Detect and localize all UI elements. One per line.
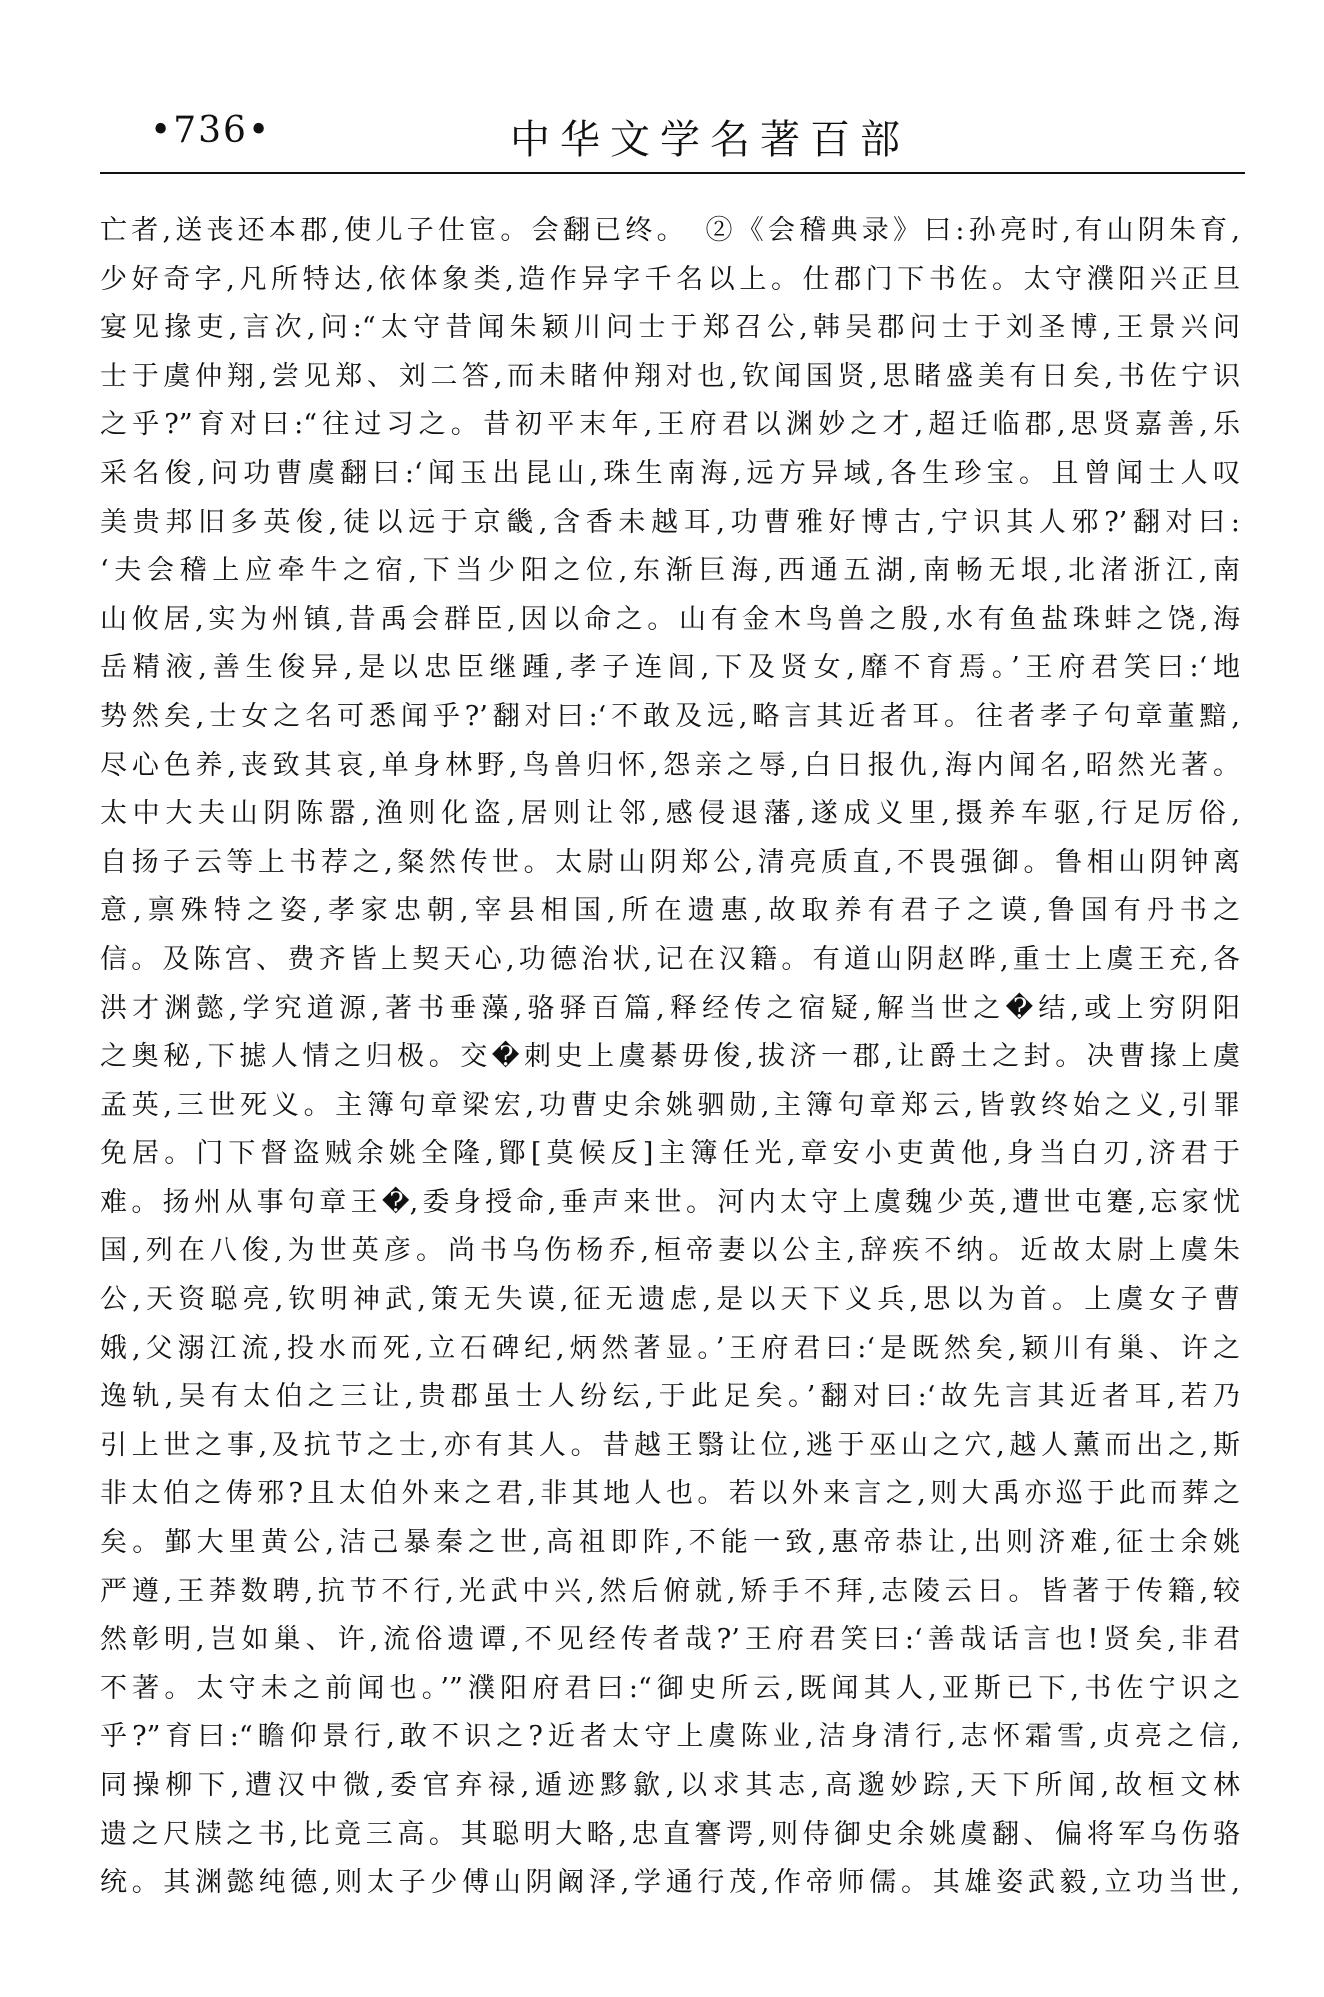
text-line: 同操柳下,遭汉中微,委官弃禄,遁迹黟歙,以求其志,高邈妙踪,天下所闻,故桓文林	[100, 1770, 1240, 1801]
body-text	[100, 207, 1240, 1908]
text-line: 娥,父溺江流,投水而死,立石碑纪,炳然著显。’王府君曰:‘是既然矣,颖川有巢、许之	[100, 1332, 1240, 1364]
text-line: 美贵邦旧多英俊,徒以远于京畿,含香未越耳,功曹雅好博古,宁识其人邪?’翻对曰:	[100, 506, 1240, 538]
text-line: 严遵,王莽数聘,抗节不行,光武中兴,然后俯就,矫手不拜,志陵云日。皆著于传籍,较	[100, 1575, 1240, 1607]
text-line: 遗之尺牍之书,比竟三高。其聪明大略,忠直謇谔,则侍御史余姚虞翻、偏将军乌伤骆	[100, 1818, 1240, 1850]
text-line: 尽心色养,丧致其哀,单身林野,鸟兽归怀,怨亲之辱,白日报仇,海内闻名,昭然光著。	[100, 749, 1240, 781]
text-line: 不著。太守未之前闻也。’”濮阳府君曰:“御史所云,既闻其人,亚斯已下,书佐宁识之	[100, 1672, 1240, 1704]
text-line: 免居。门下督盗贼余姚全隆,鄮[莫候反]主簿任光,章安小吏黄他,身当白刃,济君于	[100, 1138, 1240, 1170]
text-line: 采名俊,问功曹虞翻曰:‘闻玉出昆山,珠生南海,远方异域,各生珍宝。且曾闻士人叹	[100, 457, 1240, 489]
text-line: 乎?”育曰:“瞻仰景行,敢不识之?近者太守上虞陈业,洁身清行,志怀霜雪,贞亮之信,	[100, 1721, 1240, 1753]
text-line: 之乎?”育对曰:“往过习之。昔初平末年,王府君以渊妙之才,超迁临郡,思贤嘉善,乐	[100, 409, 1240, 441]
text-line: 之奥秘,下摅人情之归极。交�刺史上虞綦毋俊,拔济一郡,让爵土之封。决曹掾上虞	[100, 1041, 1240, 1073]
text-line: 少好奇字,凡所特达,依体象类,造作异字千名以上。仕郡门下书佐。太守濮阳兴正旦	[100, 263, 1240, 295]
text-line: 岳精液,善生俊异,是以忠臣继踵,孝子连闾,下及贤女,靡不育焉。’王府君笑曰:‘地	[100, 652, 1240, 684]
header-rule	[100, 172, 1245, 174]
text-line: 矣。鄞大里黄公,洁己暴秦之世,高祖即阼,不能一致,惠帝恭让,出则济难,征士余姚	[100, 1527, 1240, 1559]
text-line: 然彰明,岂如巢、许,流俗遗谭,不见经传者哉?’王府君笑曰:‘善哉话言也!贤矣,非君	[100, 1624, 1240, 1656]
text-line: 信。及陈宫、费齐皆上契天心,功德治状,记在汉籍。有道山阴赵晔,重士上虞王充,各	[100, 943, 1240, 975]
text-line: 逸轨,吴有太伯之三让,贵郡虽士人纷纭,于此足矣。’翻对曰:‘故先言其近者耳,若乃	[100, 1381, 1240, 1413]
text-line: 洪才渊懿,学究道源,著书垂藻,骆驿百篇,释经传之宿疑,解当世之�结,或上穷阴阳	[100, 992, 1240, 1024]
text-line: 国,列在八俊,为世英彦。尚书乌伤杨乔,桓帝妻以公主,辞疾不纳。近故太尉上虞朱	[100, 1235, 1240, 1267]
book-title: 中华文学名著百部	[510, 117, 910, 163]
text-line: 亡者,送丧还本郡,使儿子仕宦。会翻已终。 ②《会稽典录》曰:孙亮时,有山阴朱育,	[100, 215, 1240, 246]
text-line: 孟英,三世死义。主簿句章梁宏,功曹史余姚驷勋,主簿句章郑云,皆敦终始之义,引罪	[100, 1089, 1240, 1121]
text-line: ‘夫会稽上应牵牛之宿,下当少阳之位,东渐巨海,西通五湖,南畅无垠,北渚浙江,南	[100, 555, 1240, 587]
page-number: •736•	[150, 110, 272, 151]
text-line: 宴见掾吏,言次,问:“太守昔闻朱颖川问士于郑召公,韩吴郡问士于刘圣博,王景兴问	[100, 312, 1240, 344]
text-line: 意,禀殊特之姿,孝家忠朝,宰县相国,所在遗惠,故取养有君子之谟,鲁国有丹书之	[100, 895, 1240, 927]
text-line: 士于虞仲翔,尝见郑、刘二答,而未睹仲翔对也,钦闻国贤,思睹盛美有日矣,书佐宁识	[100, 360, 1240, 392]
text-line: 引上世之事,及抗节之士,亦有其人。昔越王翳让位,逃于巫山之穴,越人薰而出之,斯	[100, 1429, 1240, 1461]
text-line: 势然矣,士女之名可悉闻乎?’翻对曰:‘不敢及远,略言其近者耳。往者孝子句章董黯,	[100, 700, 1240, 732]
text-line: 非太伯之俦邪?且太伯外来之君,非其地人也。若以外来言之,则大禹亦巡于此而葬之	[100, 1478, 1240, 1510]
text-line: 太中大夫山阴陈嚣,渔则化盗,居则让邻,感侵退藩,遂成义里,摄养车驱,行足厉俗,	[100, 798, 1240, 830]
text-line: 自扬子云等上书荐之,粲然传世。太尉山阴郑公,清亮质直,不畏强御。鲁相山阴钟离	[100, 846, 1240, 878]
text-line: 公,天资聪亮,钦明神武,策无失谟,征无遗虑,是以天下义兵,思以为首。上虞女子曹	[100, 1284, 1240, 1316]
text-line: 统。其渊懿纯德,则太子少傅山阴阚泽,学通行茂,作帝师儒。其雄姿武毅,立功当世,	[100, 1867, 1240, 1899]
text-line: 山攸居,实为州镇,昔禹会群臣,因以命之。山有金木鸟兽之殷,水有鱼盐珠蚌之饶,海	[100, 603, 1240, 635]
text-line: 难。扬州从事句章王�,委身授命,垂声来世。河内太守上虞魏少英,遭世屯蹇,忘家忧	[100, 1186, 1240, 1218]
page-header	[100, 108, 1245, 172]
